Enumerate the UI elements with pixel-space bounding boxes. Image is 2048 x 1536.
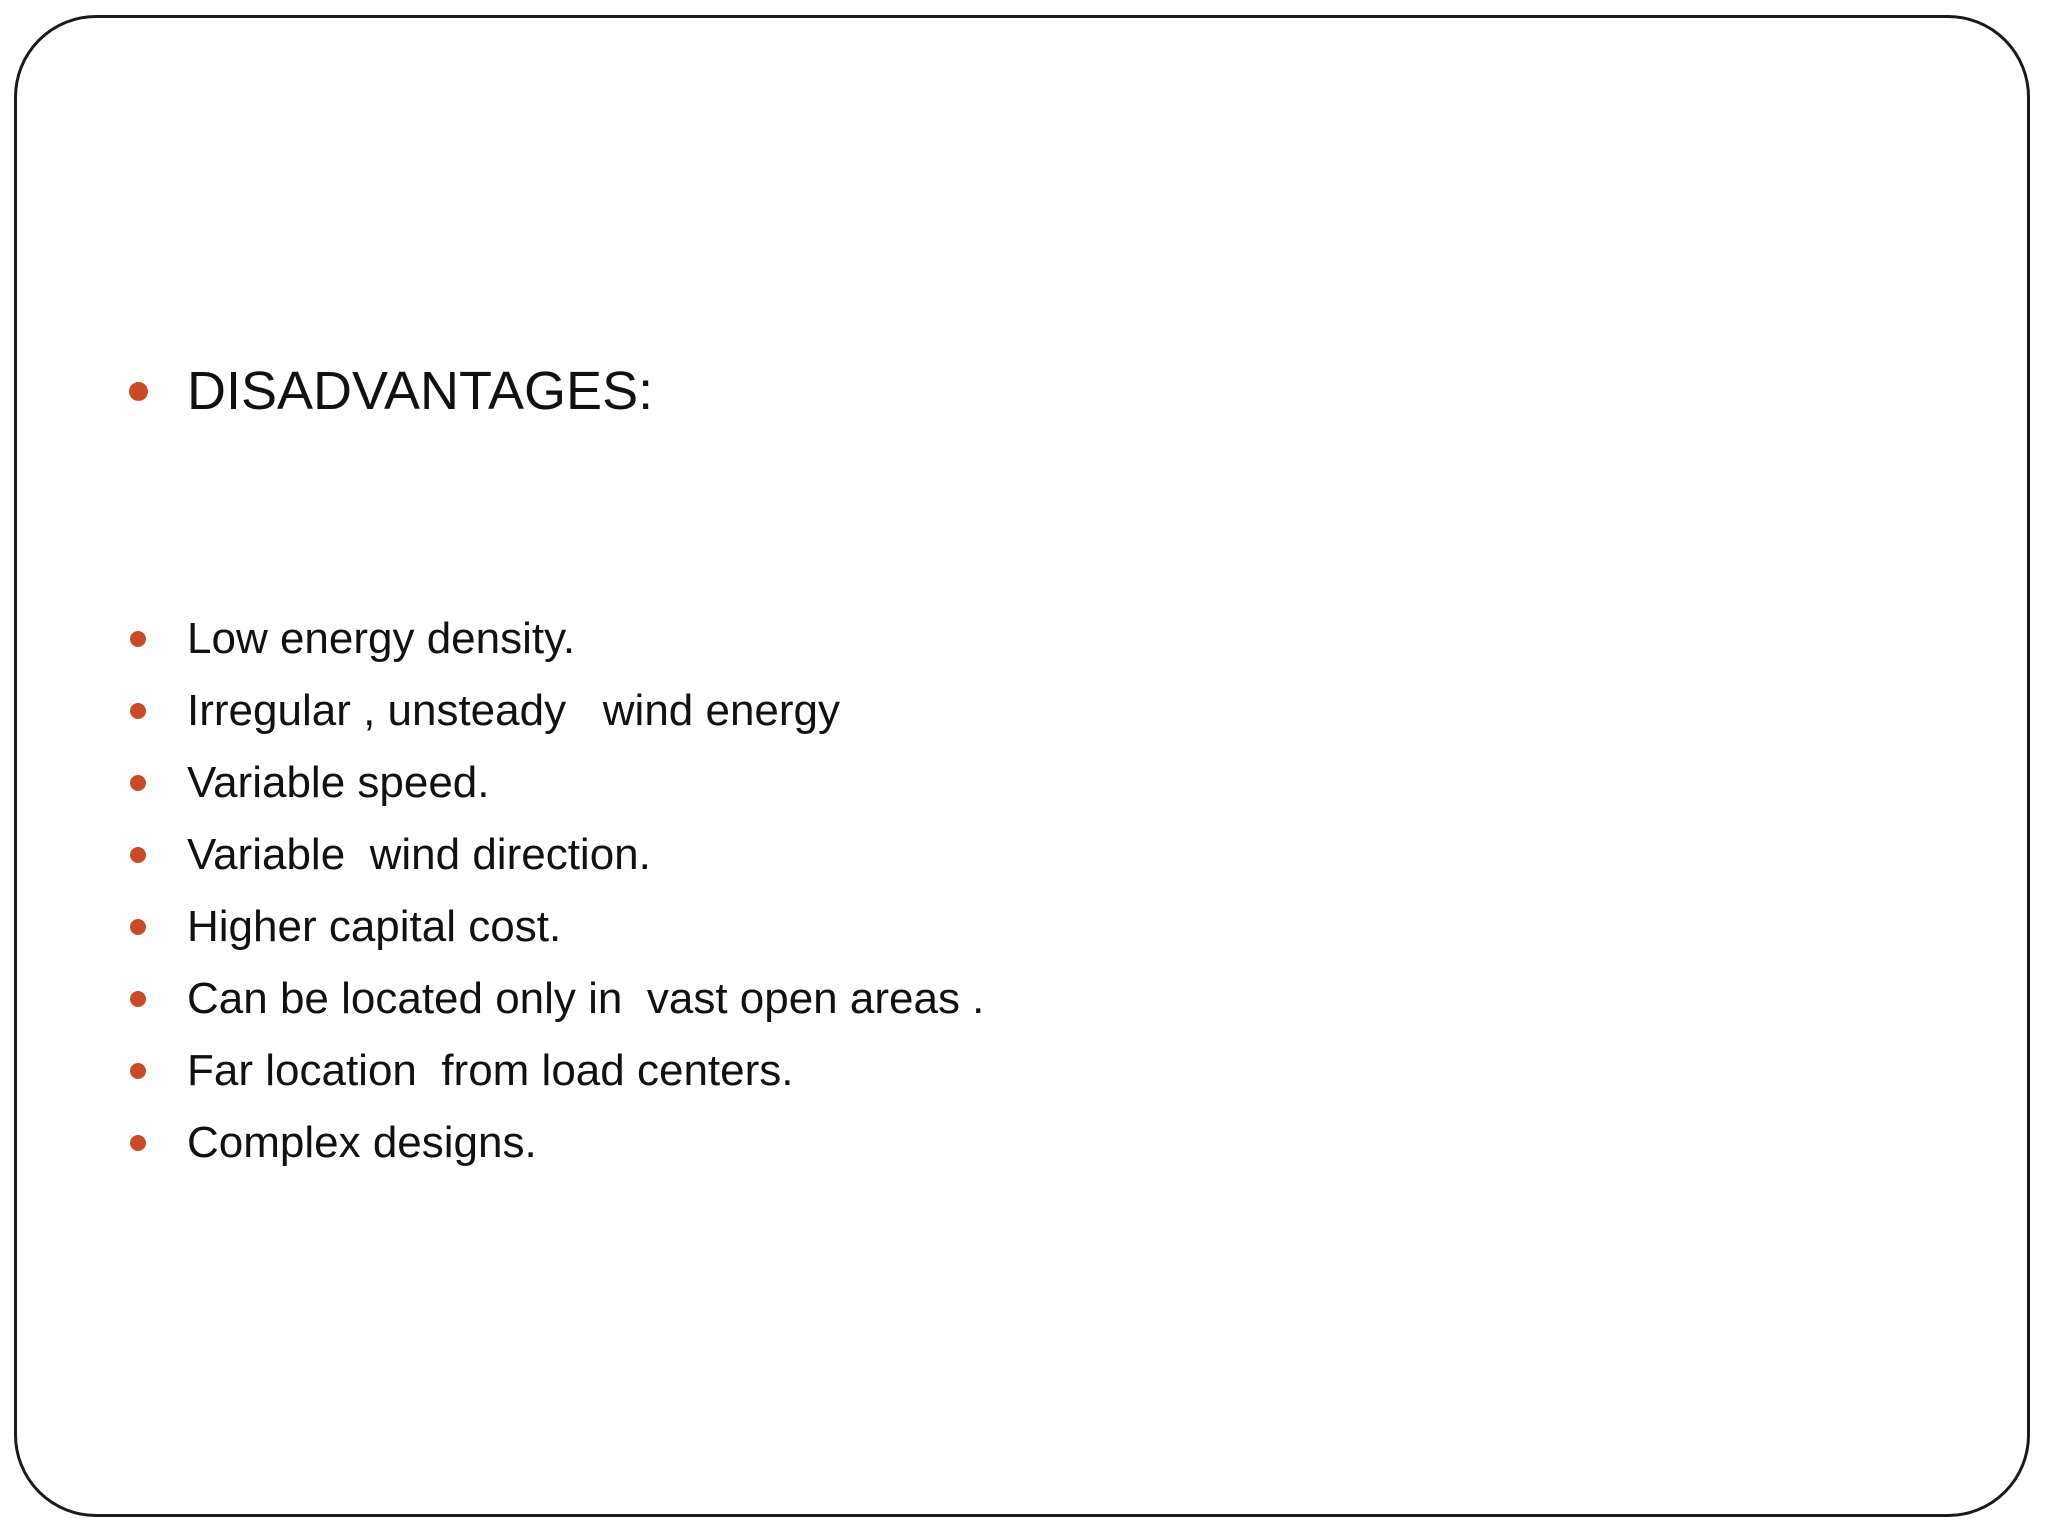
list-item-text: Variable wind direction. <box>187 830 651 879</box>
list-item <box>17 891 1417 963</box>
bullet-dot-icon <box>130 919 146 935</box>
list-item <box>17 675 1417 747</box>
slide-frame <box>14 15 2030 1517</box>
bullet-dot-icon <box>129 382 148 401</box>
list-item <box>17 963 1417 1035</box>
list-item <box>17 1035 1417 1107</box>
list-item-text: Complex designs. <box>187 1118 537 1167</box>
bullet-dot-icon <box>130 631 146 647</box>
bullet-dot-icon <box>130 775 146 791</box>
bullet-dot-icon <box>130 703 146 719</box>
list-item-text: Can be located only in vast open areas . <box>187 974 985 1023</box>
list-item-text: Higher capital cost. <box>187 902 562 951</box>
list-item-text: Variable speed. <box>187 758 490 807</box>
list-item <box>17 819 1417 891</box>
list-item-text: Irregular , unsteady wind energy <box>187 686 841 735</box>
list-item <box>17 603 1417 675</box>
list-item-text: Low energy density. <box>187 614 576 663</box>
bullet-dot-icon <box>130 1063 146 1079</box>
bullet-dot-icon <box>130 1135 146 1151</box>
list-item <box>17 747 1417 819</box>
slide-heading <box>17 356 1217 426</box>
list-item <box>17 1107 1417 1179</box>
disadvantages-list <box>17 603 1417 1179</box>
heading-text: DISADVANTAGES: <box>187 361 654 421</box>
list-item-text: Far location from load centers. <box>187 1046 794 1095</box>
bullet-dot-icon <box>130 847 146 863</box>
bullet-dot-icon <box>130 991 146 1007</box>
